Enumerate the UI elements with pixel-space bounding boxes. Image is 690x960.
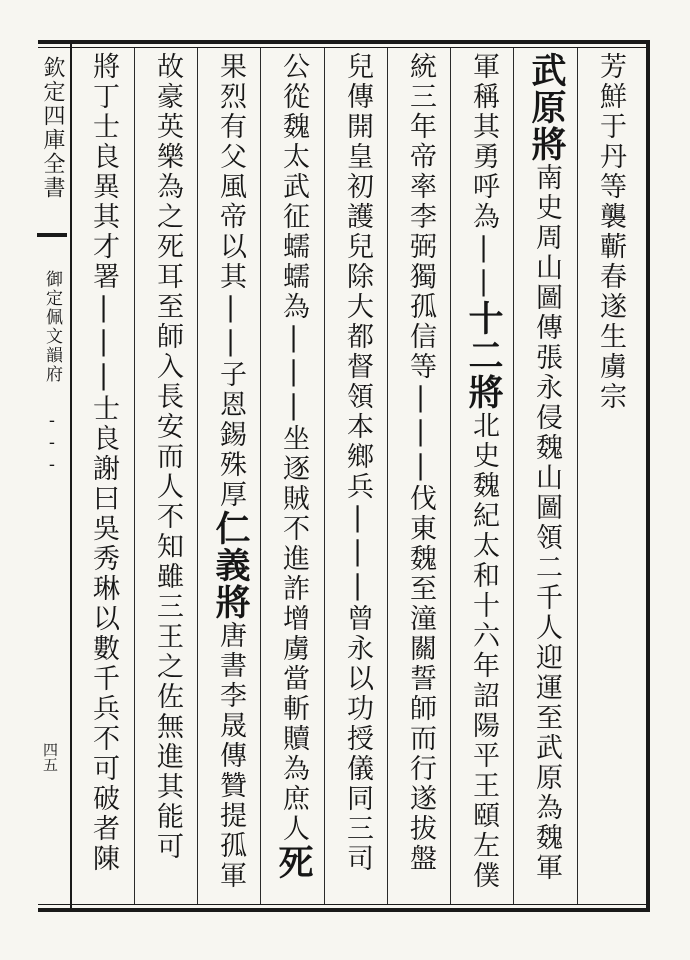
text-column: [201, 52, 257, 902]
entry-heading: 死: [273, 844, 314, 881]
entry-text: 誓師而行遂拔盤: [405, 664, 436, 874]
page-number: 四五: [41, 742, 59, 772]
entry-text: 軍稱其勇呼: [468, 52, 499, 202]
entry-text: 唐書李晟傳贊提孤軍: [215, 621, 246, 891]
entry-text: 果烈有父風帝以其|: [215, 52, 246, 326]
entry-heading: 武原將: [526, 52, 567, 163]
text-column: [517, 52, 573, 902]
text-column: [581, 52, 637, 902]
top-border: [38, 40, 650, 44]
column-rule: [197, 48, 198, 904]
text-column: [74, 52, 130, 902]
text-column: [328, 52, 384, 902]
column-rule: [513, 48, 514, 904]
sub-title: 御定佩文韻府: [42, 270, 62, 384]
entry-text: 不可破者陳: [88, 724, 119, 874]
entry-text: |伐東魏至潼關: [405, 450, 436, 664]
juan-marker: ---: [42, 411, 62, 477]
entry-text: 兵|||曾永以功授儀同三司: [342, 472, 373, 874]
text-column: [264, 52, 320, 902]
entry-text: 故豪英樂為之死耳至師入長安而人不: [152, 52, 183, 532]
column-rule: [134, 48, 135, 904]
entry-text: 蘄春遂生虜宗: [595, 232, 626, 412]
entry-text: 逐賊不進詐增虜當斬贖為庶人: [278, 454, 309, 844]
column-rule: [387, 48, 388, 904]
entry-text: 為||: [468, 202, 499, 300]
entry-text: 知雖三王之佐無進其能可: [152, 532, 183, 862]
column-rule: [577, 48, 578, 904]
entry-text: 將丁士良異其才署|||: [88, 52, 119, 394]
margin-divider: [70, 44, 72, 908]
fishtail-mark: [37, 233, 67, 237]
entry-text: 北史魏紀太和十六年詔陽平王頤左僕: [468, 411, 499, 891]
text-column: [454, 52, 510, 902]
entry-text: 南史周山圖傳張永侵魏山圖領二千人: [531, 163, 562, 643]
entry-text: 公從魏太武征蠕蠕為|||坐: [278, 52, 309, 454]
entry-text: 迎運至武原為魏軍: [531, 643, 562, 883]
bottom-border: [38, 908, 650, 912]
entry-heading: 十二將: [463, 300, 504, 411]
column-rule: [260, 48, 261, 904]
entry-text: |子恩錫殊厚: [215, 326, 246, 510]
column-rule: [450, 48, 451, 904]
entry-text: 兒傳開皇初護兒除大都督領本鄉: [342, 52, 373, 472]
entry-text: 芳鮮于丹等襲: [595, 52, 626, 232]
book-title: 欽定四庫全書: [40, 56, 65, 200]
right-border: [646, 40, 650, 912]
entry-text: 統三年帝率李弼獨孤信等||: [405, 52, 436, 450]
text-column: [391, 52, 447, 902]
column-rule: [324, 48, 325, 904]
entry-text: 士良謝曰吳秀琳以數千兵: [88, 394, 119, 724]
text-column: [138, 52, 194, 902]
entry-heading: 仁義將: [210, 510, 251, 621]
bottom-border-inner: [38, 904, 650, 905]
top-border-inner: [38, 47, 650, 48]
